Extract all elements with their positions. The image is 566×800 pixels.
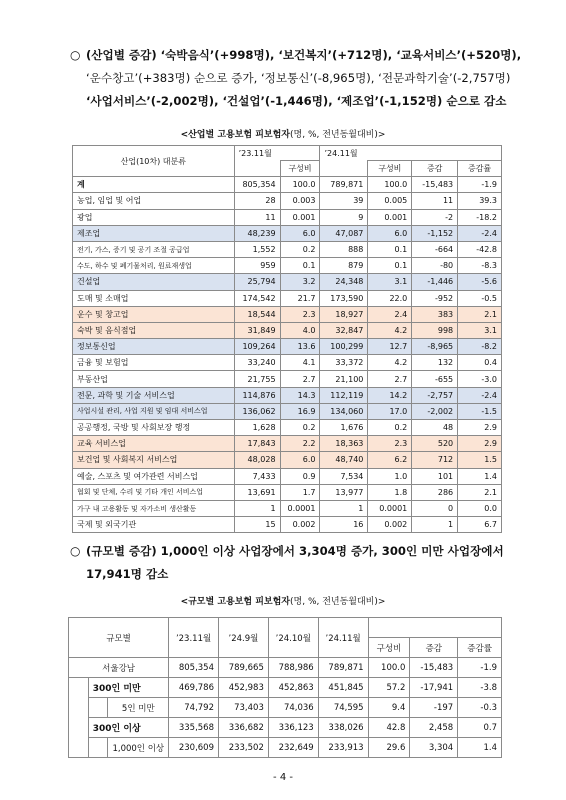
- value-cell: -664: [412, 241, 458, 257]
- value-cell: -2.4: [458, 387, 502, 403]
- table-row: [73, 420, 502, 436]
- value-cell: 0.001: [280, 209, 320, 225]
- size-label-cell: 5인 미만: [108, 698, 169, 718]
- value-cell: -8,965: [412, 339, 458, 355]
- value-cell: 100,299: [320, 339, 368, 355]
- table-row: [73, 339, 502, 355]
- value-cell: -8.3: [458, 258, 502, 274]
- value-cell: 0.7: [458, 718, 502, 738]
- value-cell: 18,363: [320, 436, 368, 452]
- size-label-cell: 서울강남: [69, 658, 169, 678]
- value-cell: 48,740: [320, 452, 368, 468]
- value-cell: 451,845: [318, 678, 368, 698]
- value-cell: -15,483: [410, 658, 458, 678]
- industry-summary-paragraph: [70, 44, 540, 113]
- industry-name-cell: 사업시설 관리, 사업 지원 및 임대 서비스업: [73, 403, 235, 419]
- value-cell: -2,002: [412, 403, 458, 419]
- table-row: [69, 698, 502, 718]
- table-row: [73, 241, 502, 257]
- industry-table: [72, 145, 502, 533]
- header-change-rate: 증감률: [458, 161, 502, 177]
- value-cell: 0: [412, 500, 458, 516]
- value-cell: -1,152: [412, 225, 458, 241]
- value-cell: 24,348: [320, 274, 368, 290]
- industry-name-cell: 정보통신업: [73, 339, 235, 355]
- value-cell: -5.6: [458, 274, 502, 290]
- industry-name-cell: 공공행정, 국방 및 사회보장 행정: [73, 420, 235, 436]
- value-cell: 998: [412, 322, 458, 338]
- value-cell: 1.8: [368, 484, 412, 500]
- value-cell: 48,239: [234, 225, 280, 241]
- value-cell: 9.4: [368, 698, 410, 718]
- industry-name-cell: 숙박 및 음식점업: [73, 322, 235, 338]
- value-cell: 134,060: [320, 403, 368, 419]
- value-cell: 888: [320, 241, 368, 257]
- value-cell: 33,240: [234, 355, 280, 371]
- table-row: [73, 387, 502, 403]
- value-cell: 0.1: [368, 241, 412, 257]
- value-cell: 173,590: [320, 290, 368, 306]
- table-row: [69, 658, 502, 678]
- value-cell: -2,757: [412, 387, 458, 403]
- size-summary-paragraph: [70, 540, 540, 586]
- value-cell: -42.8: [458, 241, 502, 257]
- value-cell: 39: [320, 193, 368, 209]
- value-cell: 2.4: [368, 306, 412, 322]
- value-cell: 4.1: [280, 355, 320, 371]
- value-cell: 6.2: [368, 452, 412, 468]
- value-cell: 452,983: [219, 678, 269, 698]
- value-cell: 0.005: [368, 193, 412, 209]
- value-cell: 2.1: [458, 484, 502, 500]
- industry-table-caption: <산업별 고용보험 피보험자(명, %, 전년동월대비)>: [180, 130, 386, 140]
- table-row: [73, 290, 502, 306]
- table-row: [73, 403, 502, 419]
- value-cell: 2.1: [458, 306, 502, 322]
- industry-name-cell: 부동산업: [73, 371, 235, 387]
- value-cell: 1.4: [458, 738, 502, 758]
- value-cell: 1,552: [234, 241, 280, 257]
- value-cell: 22.0: [368, 290, 412, 306]
- value-cell: -2: [412, 209, 458, 225]
- value-cell: 520: [412, 436, 458, 452]
- header-size: 규모별: [69, 618, 169, 658]
- size-table-caption: <규모별 고용보험 피보험자(명, %, 전년동월대비)>: [180, 597, 386, 607]
- size-label-cell: 1,000인 이상: [108, 738, 169, 758]
- value-cell: 452,863: [268, 678, 318, 698]
- value-cell: 1.7: [280, 484, 320, 500]
- industry-name-cell: 금융 및 보험업: [73, 355, 235, 371]
- table-row: [73, 436, 502, 452]
- table-row: [69, 718, 502, 738]
- value-cell: 2,458: [410, 718, 458, 738]
- value-cell: 11: [412, 193, 458, 209]
- header-change-rate: 증감률: [458, 638, 502, 658]
- value-cell: 789,871: [320, 177, 368, 193]
- size-table: [68, 617, 502, 758]
- value-cell: 0.2: [368, 420, 412, 436]
- table-row: [73, 193, 502, 209]
- value-cell: -0.3: [458, 698, 502, 718]
- circle-bullet: ○: [70, 544, 81, 558]
- industry-name-cell: 협회 및 단체, 수리 및 기타 개인 서비스업: [73, 484, 235, 500]
- value-cell: 13.6: [280, 339, 320, 355]
- value-cell: 1.5: [458, 452, 502, 468]
- value-cell: -3.0: [458, 371, 502, 387]
- value-cell: -80: [412, 258, 458, 274]
- value-cell: 0.2: [280, 420, 320, 436]
- size-label-cell: 300인 이상: [88, 718, 168, 738]
- industry-name-cell: 교육 서비스업: [73, 436, 235, 452]
- value-cell: 2.7: [368, 371, 412, 387]
- value-cell: 789,871: [318, 658, 368, 678]
- value-cell: 336,123: [268, 718, 318, 738]
- value-cell: -655: [412, 371, 458, 387]
- value-cell: 100.0: [368, 177, 412, 193]
- value-cell: 14.2: [368, 387, 412, 403]
- header-change: 증감: [412, 161, 458, 177]
- header-ratio-2024: 구성비: [368, 161, 412, 177]
- table-row: [73, 258, 502, 274]
- value-cell: 712: [412, 452, 458, 468]
- table-row: [69, 678, 502, 698]
- value-cell: 805,354: [169, 658, 219, 678]
- table-row: [73, 452, 502, 468]
- value-cell: 0.002: [280, 517, 320, 533]
- industry-name-cell: 국제 및 외국기관: [73, 517, 235, 533]
- value-cell: 3.1: [368, 274, 412, 290]
- value-cell: 1.0: [368, 468, 412, 484]
- header-2023-11: ’23.11월: [169, 618, 219, 658]
- value-cell: 132: [412, 355, 458, 371]
- value-cell: -3.8: [458, 678, 502, 698]
- value-cell: 788,986: [268, 658, 318, 678]
- value-cell: 383: [412, 306, 458, 322]
- value-cell: 100.0: [280, 177, 320, 193]
- value-cell: -17,941: [410, 678, 458, 698]
- value-cell: -197: [410, 698, 458, 718]
- value-cell: 6.7: [458, 517, 502, 533]
- value-cell: 1,628: [234, 420, 280, 436]
- value-cell: 11: [234, 209, 280, 225]
- value-cell: 33,372: [320, 355, 368, 371]
- table-row: [73, 484, 502, 500]
- value-cell: 3.2: [280, 274, 320, 290]
- value-cell: 1: [234, 500, 280, 516]
- table-row: [73, 274, 502, 290]
- value-cell: 0.001: [368, 209, 412, 225]
- value-cell: 21,755: [234, 371, 280, 387]
- header-2024-11: ’24.11월: [320, 146, 502, 161]
- value-cell: 74,595: [318, 698, 368, 718]
- value-cell: 109,264: [234, 339, 280, 355]
- value-cell: 2.9: [458, 420, 502, 436]
- value-cell: 230,609: [169, 738, 219, 758]
- value-cell: 25,794: [234, 274, 280, 290]
- header-change: 증감: [410, 638, 458, 658]
- industry-name-cell: 가구 내 고용활동 및 자가소비 생산활동: [73, 500, 235, 516]
- value-cell: 0.003: [280, 193, 320, 209]
- value-cell: 2.3: [280, 306, 320, 322]
- value-cell: 0.2: [280, 241, 320, 257]
- value-cell: 7,534: [320, 468, 368, 484]
- value-cell: -8.2: [458, 339, 502, 355]
- industry-name-cell: 광업: [73, 209, 235, 225]
- value-cell: 48: [412, 420, 458, 436]
- header-2024-10: ’24.10월: [268, 618, 318, 658]
- value-cell: -952: [412, 290, 458, 306]
- value-cell: 0.002: [368, 517, 412, 533]
- table-row: [73, 517, 502, 533]
- industry-name-cell: 수도, 하수 및 폐기물처리, 원료재생업: [73, 258, 235, 274]
- value-cell: 32,847: [320, 322, 368, 338]
- industry-name-cell: 제조업: [73, 225, 235, 241]
- value-cell: 14.3: [280, 387, 320, 403]
- para2-line2: 17,941명 감소: [86, 567, 169, 581]
- value-cell: 0.1: [280, 258, 320, 274]
- value-cell: 335,568: [169, 718, 219, 738]
- value-cell: 6.0: [280, 452, 320, 468]
- value-cell: 4.2: [368, 355, 412, 371]
- value-cell: 17.0: [368, 403, 412, 419]
- value-cell: 29.6: [368, 738, 410, 758]
- table-row: [73, 322, 502, 338]
- value-cell: 0.1: [368, 258, 412, 274]
- value-cell: 2.7: [280, 371, 320, 387]
- value-cell: 469,786: [169, 678, 219, 698]
- value-cell: 0.4: [458, 355, 502, 371]
- value-cell: 4.0: [280, 322, 320, 338]
- value-cell: 21.7: [280, 290, 320, 306]
- value-cell: 2.2: [280, 436, 320, 452]
- value-cell: 2.9: [458, 436, 502, 452]
- header-2024-09: ’24.9월: [219, 618, 269, 658]
- value-cell: 7,433: [234, 468, 280, 484]
- value-cell: 2.3: [368, 436, 412, 452]
- value-cell: 73,403: [219, 698, 269, 718]
- value-cell: 39.3: [458, 193, 502, 209]
- table-row: [73, 371, 502, 387]
- value-cell: -1,446: [412, 274, 458, 290]
- industry-name-cell: 농업, 임업 및 어업: [73, 193, 235, 209]
- para1-line1: (산업별 증감) ‘숙박음식’(+998명), ‘보건복지’(+712명), ‘교육서비스’(+520명),: [86, 48, 522, 62]
- value-cell: -18.2: [458, 209, 502, 225]
- table-row: [73, 209, 502, 225]
- value-cell: 47,087: [320, 225, 368, 241]
- table-row: [73, 468, 502, 484]
- value-cell: -1.9: [458, 177, 502, 193]
- header-ratio-2023: 구성비: [280, 161, 320, 177]
- value-cell: 174,542: [234, 290, 280, 306]
- value-cell: 12.7: [368, 339, 412, 355]
- para2-line1: (규모별 증감) 1,000인 이상 사업장에서 3,304명 증가, 300인 미만 사업장에서: [86, 544, 504, 558]
- value-cell: 959: [234, 258, 280, 274]
- table-row: [73, 177, 502, 193]
- value-cell: 805,354: [234, 177, 280, 193]
- industry-name-cell: 도매 및 소매업: [73, 290, 235, 306]
- value-cell: 1: [320, 500, 368, 516]
- value-cell: 336,682: [219, 718, 269, 738]
- value-cell: 42.8: [368, 718, 410, 738]
- industry-name-cell: 건설업: [73, 274, 235, 290]
- value-cell: 879: [320, 258, 368, 274]
- value-cell: 13,977: [320, 484, 368, 500]
- value-cell: 21,100: [320, 371, 368, 387]
- value-cell: 4.2: [368, 322, 412, 338]
- header-2024-11: ’24.11월: [318, 618, 368, 658]
- value-cell: 232,649: [268, 738, 318, 758]
- header-2023-11: ’23.11월: [234, 146, 320, 161]
- value-cell: 114,876: [234, 387, 280, 403]
- industry-name-cell: 예술, 스포츠 및 여가관련 서비스업: [73, 468, 235, 484]
- page-number: - 4 -: [273, 772, 293, 783]
- value-cell: 74,036: [268, 698, 318, 718]
- industry-name-cell: 전문, 과학 및 기술 서비스업: [73, 387, 235, 403]
- industry-name-cell: 보건업 및 사회복지 서비스업: [73, 452, 235, 468]
- value-cell: 789,665: [219, 658, 269, 678]
- value-cell: -2.4: [458, 225, 502, 241]
- value-cell: 286: [412, 484, 458, 500]
- value-cell: 28: [234, 193, 280, 209]
- value-cell: 3.1: [458, 322, 502, 338]
- value-cell: 112,119: [320, 387, 368, 403]
- value-cell: 0.9: [280, 468, 320, 484]
- value-cell: 3,304: [410, 738, 458, 758]
- value-cell: 1.4: [458, 468, 502, 484]
- value-cell: 100.0: [368, 658, 410, 678]
- value-cell: 57.2: [368, 678, 410, 698]
- value-cell: 1,676: [320, 420, 368, 436]
- table-row: [73, 306, 502, 322]
- industry-name-cell: 운수 및 창고업: [73, 306, 235, 322]
- value-cell: 6.0: [280, 225, 320, 241]
- header-ratio: 구성비: [368, 638, 410, 658]
- value-cell: 9: [320, 209, 368, 225]
- table-row: [69, 738, 502, 758]
- para1-line2: ‘운수창고’(+383명) 순으로 증가, ‘정보통신’(-8,965명), ‘전문과학기술’(-2,757명): [86, 71, 511, 85]
- value-cell: 31,849: [234, 322, 280, 338]
- value-cell: 136,062: [234, 403, 280, 419]
- value-cell: 233,502: [219, 738, 269, 758]
- value-cell: 6.0: [368, 225, 412, 241]
- size-label-cell: 300인 미만: [88, 678, 168, 698]
- value-cell: 1: [412, 517, 458, 533]
- table-row: [73, 225, 502, 241]
- value-cell: 338,026: [318, 718, 368, 738]
- industry-name-cell: 전기, 가스, 증기 및 공기 조절 공급업: [73, 241, 235, 257]
- value-cell: 233,913: [318, 738, 368, 758]
- value-cell: 16: [320, 517, 368, 533]
- value-cell: 0.0: [458, 500, 502, 516]
- header-industry: 산업(10차) 대분류: [73, 146, 235, 177]
- value-cell: -15,483: [412, 177, 458, 193]
- value-cell: 18,927: [320, 306, 368, 322]
- value-cell: 18,544: [234, 306, 280, 322]
- value-cell: 16.9: [280, 403, 320, 419]
- para1-line3: ‘사업서비스’(-2,002명), ‘건설업’(-1,446명), ‘제조업’(-1,152명) 순으로 감소: [86, 94, 507, 108]
- table-row: [73, 355, 502, 371]
- value-cell: 0.0001: [368, 500, 412, 516]
- industry-name-cell: 계: [73, 177, 235, 193]
- table-row: [73, 500, 502, 516]
- value-cell: 74,792: [169, 698, 219, 718]
- value-cell: 15: [234, 517, 280, 533]
- value-cell: 101: [412, 468, 458, 484]
- value-cell: 17,843: [234, 436, 280, 452]
- value-cell: 0.0001: [280, 500, 320, 516]
- value-cell: 13,691: [234, 484, 280, 500]
- value-cell: 48,028: [234, 452, 280, 468]
- circle-bullet: ○: [70, 48, 81, 62]
- value-cell: -1.9: [458, 658, 502, 678]
- value-cell: -1.5: [458, 403, 502, 419]
- value-cell: -0.5: [458, 290, 502, 306]
